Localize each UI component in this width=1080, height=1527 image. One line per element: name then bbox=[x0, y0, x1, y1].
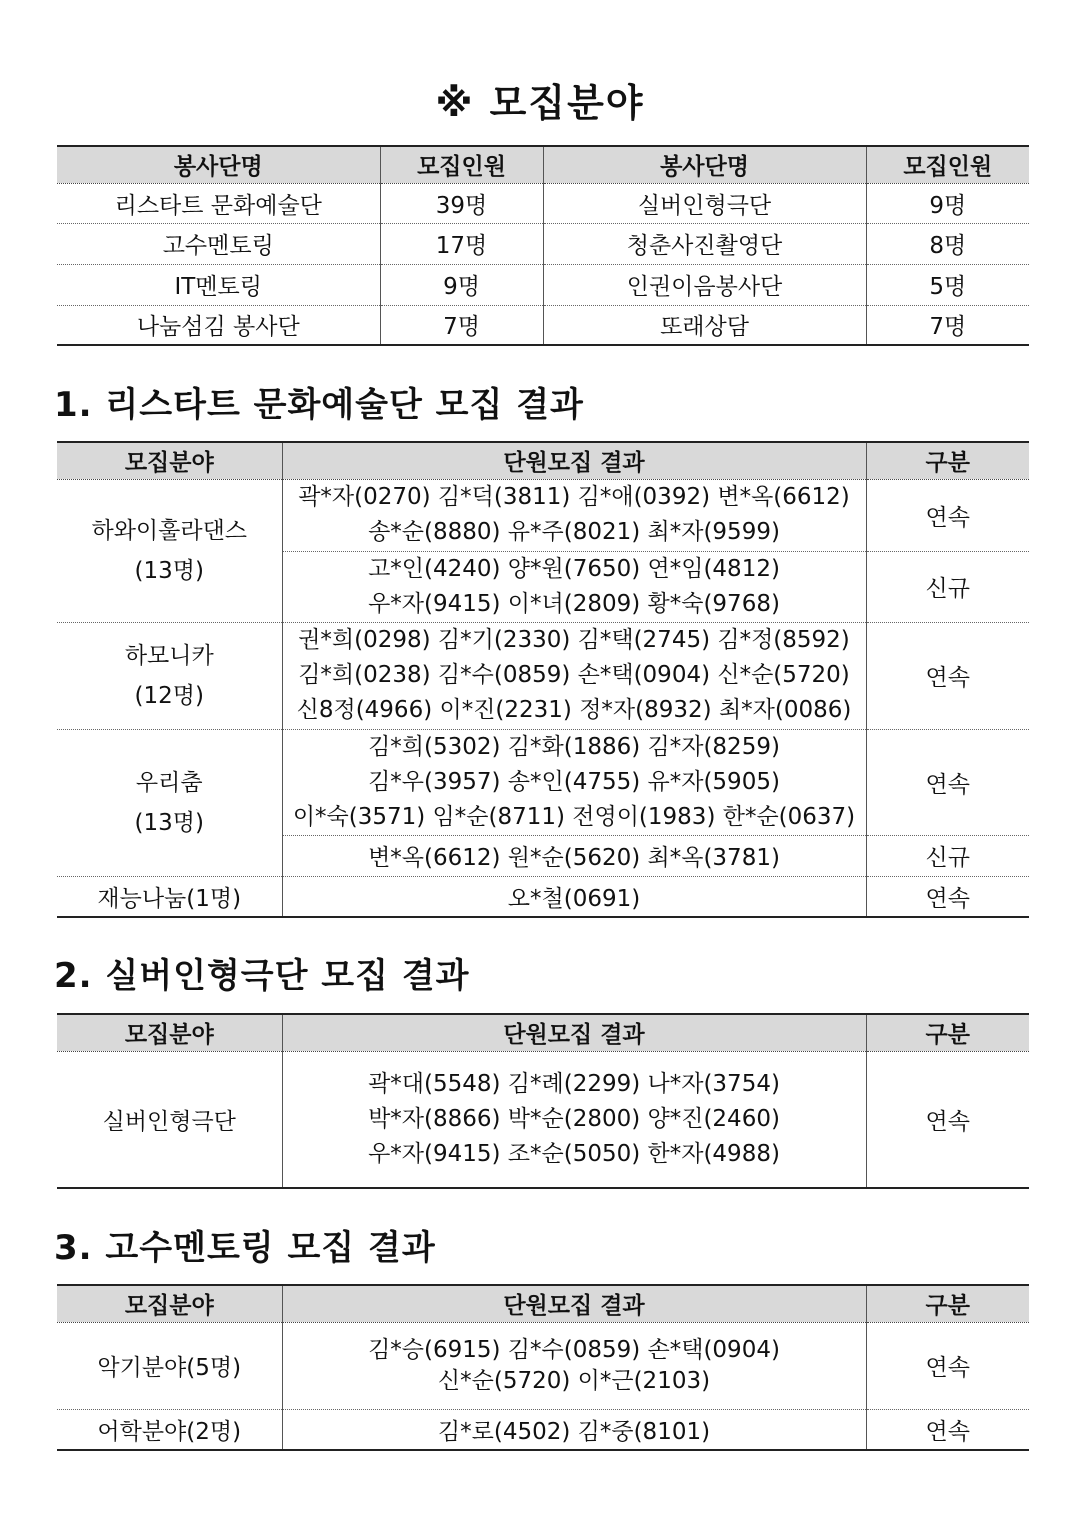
team-name: 인권이음봉사단 bbox=[543, 264, 866, 305]
table-row bbox=[57, 1409, 1029, 1450]
team-name: 실버인형극단 bbox=[543, 183, 866, 223]
header-team-name: 봉사단명 bbox=[57, 146, 380, 183]
team-name: 청춘사진촬영단 bbox=[543, 223, 866, 264]
page-title: ※ 모집분야 bbox=[435, 81, 645, 125]
header-field: 모집분야 bbox=[57, 1285, 282, 1322]
member-list: 곽*대(5548) 김*례(2299) 나*자(3754) 박*자(8866) 박*순(2800) 양*진(2460) 우*자(9415) 조*순(5050) 한*자(4988) bbox=[282, 1051, 866, 1188]
type-badge: 연속 bbox=[866, 479, 1029, 551]
table-row bbox=[57, 1051, 1029, 1188]
recruit-count: 5명 bbox=[866, 264, 1029, 305]
table-row bbox=[57, 223, 1029, 264]
team-name: IT멘토링 bbox=[57, 264, 380, 305]
member-list: 김*로(4502) 김*중(8101) bbox=[282, 1409, 866, 1450]
table-row bbox=[57, 183, 1029, 223]
member-list: 김*희(5302) 김*화(1886) 김*자(8259) 김*우(3957) 송*인(4755) 유*자(5905) 이*숙(3571) 임*순(8711) 전영이(1983) 한*순(0637) bbox=[282, 729, 866, 835]
member-list: 고*인(4240) 양*원(7650) 연*임(4812) 우*자(9415) 이*녀(2809) 황*숙(9768) bbox=[282, 551, 866, 622]
header-team-name: 봉사단명 bbox=[543, 146, 866, 183]
recruit-count: 7명 bbox=[380, 305, 543, 345]
recruit-count: 39명 bbox=[380, 183, 543, 223]
type-badge: 연속 bbox=[866, 1051, 1029, 1188]
recruit-count: 8명 bbox=[866, 223, 1029, 264]
field-silver-puppet: 실버인형극단 bbox=[57, 1051, 282, 1188]
team-name: 나눔섬김 봉사단 bbox=[57, 305, 380, 345]
field-language: 어학분야(2명) bbox=[57, 1409, 282, 1450]
header-field: 모집분야 bbox=[57, 442, 282, 479]
table-row bbox=[57, 264, 1029, 305]
section-title-restart: 1. 리스타트 문화예술단 모집 결과 bbox=[54, 385, 584, 425]
table-row bbox=[57, 622, 1029, 729]
type-badge: 연속 bbox=[866, 1322, 1029, 1409]
type-badge: 연속 bbox=[866, 876, 1029, 917]
table-row bbox=[57, 479, 1029, 551]
header-type: 구분 bbox=[866, 1285, 1029, 1322]
member-list: 곽*자(0270) 김*덕(3811) 김*애(0392) 변*옥(6612) 송*순(8880) 유*주(8021) 최*자(9599) bbox=[282, 479, 866, 551]
header-recruit-count: 모집인원 bbox=[866, 146, 1029, 183]
recruit-count: 7명 bbox=[866, 305, 1029, 345]
summary-table bbox=[57, 145, 1029, 346]
type-badge: 연속 bbox=[866, 622, 1029, 729]
header-type: 구분 bbox=[866, 1014, 1029, 1051]
section-title-silver-puppet: 2. 실버인형극단 모집 결과 bbox=[54, 956, 470, 996]
header-result: 단원모집 결과 bbox=[282, 1014, 866, 1051]
field-woorichum: 우리춤 (13명) bbox=[57, 729, 282, 876]
type-badge: 신규 bbox=[866, 551, 1029, 622]
team-name: 고수멘토링 bbox=[57, 223, 380, 264]
silver-puppet-results-table bbox=[57, 1013, 1029, 1189]
table-row bbox=[57, 305, 1029, 345]
team-name: 또래상담 bbox=[543, 305, 866, 345]
recruit-count: 9명 bbox=[380, 264, 543, 305]
table-row bbox=[57, 1322, 1029, 1409]
header-recruit-count: 모집인원 bbox=[380, 146, 543, 183]
type-badge: 연속 bbox=[866, 729, 1029, 835]
header-result: 단원모집 결과 bbox=[282, 442, 866, 479]
member-list: 김*승(6915) 김*수(0859) 손*택(0904) 신*순(5720) 이*근(2103) bbox=[282, 1322, 866, 1409]
table-row bbox=[57, 876, 1029, 917]
recruit-count: 9명 bbox=[866, 183, 1029, 223]
team-name: 리스타트 문화예술단 bbox=[57, 183, 380, 223]
field-talent-sharing: 재능나눔(1명) bbox=[57, 876, 282, 917]
member-list: 오*철(0691) bbox=[282, 876, 866, 917]
member-list: 변*옥(6612) 원*순(5620) 최*옥(3781) bbox=[282, 835, 866, 876]
recruit-count: 17명 bbox=[380, 223, 543, 264]
header-result: 단원모집 결과 bbox=[282, 1285, 866, 1322]
section-title-gosu-mentoring: 3. 고수멘토링 모집 결과 bbox=[54, 1228, 436, 1268]
gosu-mentoring-results-table bbox=[57, 1284, 1029, 1451]
type-badge: 연속 bbox=[866, 1409, 1029, 1450]
field-hawaii-hula: 하와이훌라댄스 (13명) bbox=[57, 479, 282, 622]
restart-results-table bbox=[57, 441, 1029, 918]
header-field: 모집분야 bbox=[57, 1014, 282, 1051]
member-list: 권*희(0298) 김*기(2330) 김*택(2745) 김*정(8592) 김*희(0238) 김*수(0859) 손*택(0904) 신*순(5720) 신8정(4966) 이*진(2231) 정*자(8932) 최*자(0086) bbox=[282, 622, 866, 729]
field-instrument: 악기분야(5명) bbox=[57, 1322, 282, 1409]
header-type: 구분 bbox=[866, 442, 1029, 479]
field-harmonica: 하모니카 (12명) bbox=[57, 622, 282, 729]
type-badge: 신규 bbox=[866, 835, 1029, 876]
table-row bbox=[57, 729, 1029, 835]
